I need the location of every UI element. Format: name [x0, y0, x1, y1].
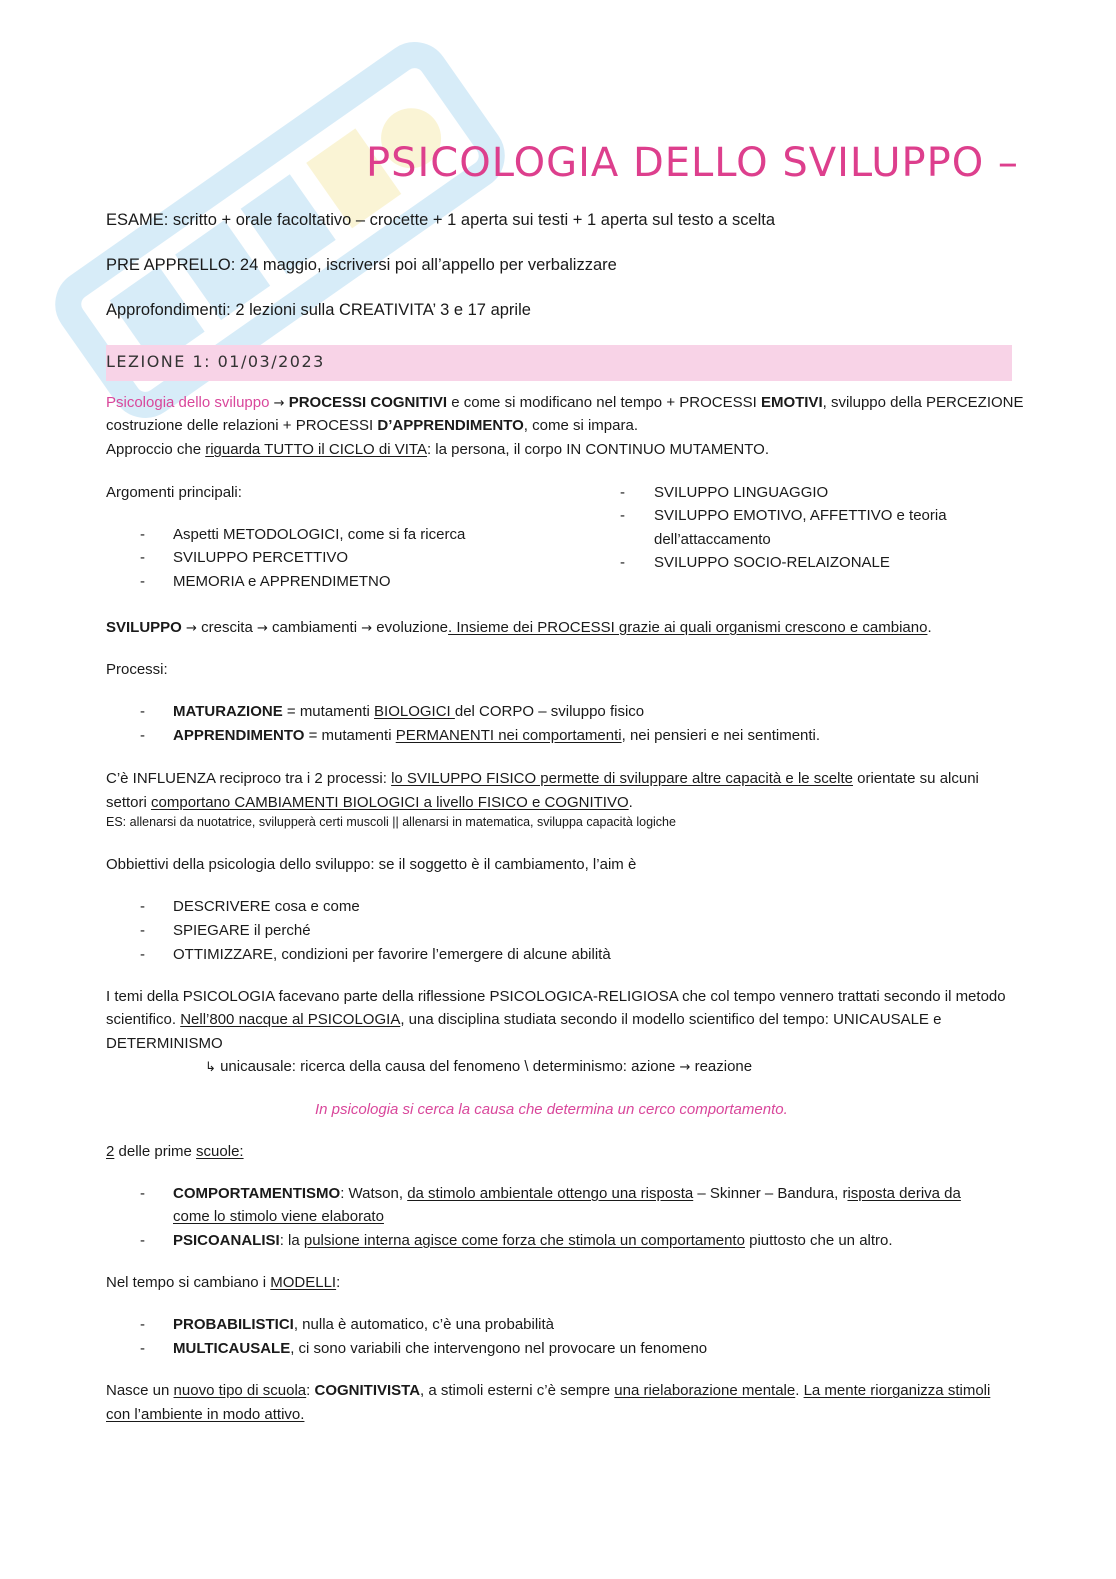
term-psicologia-sviluppo: Psicologia dello sviluppo — [106, 394, 270, 411]
obiettivi-label: Obbiettivi della psicologia dello sviluppo: se il soggetto è il cambiamento, l’aim è — [106, 856, 637, 873]
term-cognitivista: COGNITIVISTA — [314, 1382, 421, 1399]
term-processi-cognitivi: PROCESSI COGNITIVI — [288, 394, 448, 411]
text: , come si impara. — [523, 417, 638, 434]
underlined-text: BIOLOGICI — [374, 703, 455, 720]
text: – Skinner – Bandura, r — [693, 1185, 848, 1202]
underlined-text: comportano CAMBIAMENTI BIOLOGICI a livello FISICO e COGNITIVO — [151, 794, 629, 811]
bullet-dash: - — [140, 1185, 145, 1202]
bullet-dash: - — [140, 1232, 145, 1249]
text: , a stimoli esterni c’è sempre — [420, 1382, 615, 1399]
bullet-dash: - — [620, 484, 625, 501]
term-maturazione: MATURAZIONE — [173, 703, 283, 720]
bullet-dash: - — [140, 573, 145, 590]
argomenti-right-item: SVILUPPO SOCIO-RELAIZONALE — [654, 554, 890, 571]
processi-item-maturazione — [173, 700, 644, 724]
text: . — [927, 619, 932, 636]
text: : — [336, 1274, 341, 1291]
bullet-dash: - — [140, 922, 145, 939]
argomenti-left-item: MEMORIA e APPRENDIMETNO — [173, 573, 391, 590]
temi-line-2 — [106, 1008, 941, 1032]
underlined-text: riguarda TUTTO il CICLO di VITA — [205, 441, 427, 458]
text: orientate su alcuni — [852, 770, 979, 787]
arrow-icon: → — [186, 621, 197, 636]
text: settori — [106, 794, 152, 811]
underlined-text: con l’ambiente in modo attivo. — [106, 1406, 305, 1423]
text: delle prime — [114, 1143, 197, 1160]
underlined-text: pulsione interna agisce come forza che stimola un comportamento — [303, 1232, 745, 1249]
underlined-text: una rielaborazione mentale — [614, 1382, 796, 1399]
underlined-text: 2 — [106, 1143, 115, 1160]
term-comportamentismo: COMPORTAMENTISMO — [173, 1185, 341, 1202]
text: , nei pensieri e nei sentimenti. — [621, 727, 821, 744]
bullet-dash: - — [140, 1340, 145, 1357]
scuole-item-comportamentismo-continued — [173, 1205, 384, 1229]
obiettivi-item: SPIEGARE il perché — [173, 922, 311, 939]
text: cambiamenti — [267, 619, 362, 636]
arrow-icon: → — [256, 621, 268, 636]
text: : — [306, 1382, 315, 1399]
text: del CORPO – sviluppo fisico — [454, 703, 645, 720]
argomenti-right-item: SVILUPPO EMOTIVO, AFFETTIVO e teoria — [654, 507, 947, 524]
text: scientifico. — [106, 1011, 181, 1028]
modelli-item-multicausale — [173, 1337, 707, 1361]
influenza-example: ES: allenarsi da nuotatrice, svilupperà certi muscoli || allenarsi in matematica, sviluppa capacità logiche — [106, 815, 676, 829]
page-title: PSICOLOGIA DELLO SVILUPPO – — [366, 140, 1019, 186]
underlined-text: Nell’800 nacque al PSICOLOGIA — [180, 1011, 401, 1028]
arrow-icon: → — [679, 1060, 691, 1075]
bullet-dash: - — [140, 898, 145, 915]
bullet-dash: - — [620, 554, 625, 571]
underlined-text: PERMANENTI nei comportamenti — [395, 727, 622, 744]
underlined-text: scuole: — [196, 1143, 244, 1160]
processi-label: Processi: — [106, 661, 168, 678]
text: . — [628, 794, 633, 811]
modelli-label — [106, 1271, 340, 1295]
approfondimenti-info: Approfondimenti: 2 lezioni sulla CREATIVITA’ 3 e 17 aprile — [106, 301, 531, 319]
highlight-quote: In psicologia si cerca la causa che determina un cerco comportamento. — [315, 1101, 788, 1118]
temi-line-4 — [205, 1055, 752, 1080]
text: reazione — [690, 1058, 753, 1075]
text: = mutamenti — [282, 703, 375, 720]
intro-paragraph-line-2 — [106, 414, 638, 438]
text: , ci sono variabili che intervengono nel provocare un fenomeno — [290, 1340, 708, 1357]
sviluppo-definition — [106, 616, 932, 641]
arrow-icon: → — [361, 621, 373, 636]
underlined-text: . Insieme dei PROCESSI grazie ai quali organismi crescono e cambiano — [448, 619, 928, 636]
underlined-text: da stimolo ambientale ottengo una risposta — [407, 1185, 694, 1202]
intro-paragraph-line-1 — [106, 391, 1024, 416]
term-emotivi: EMOTIVI — [760, 394, 823, 411]
underlined-text: MODELLI — [270, 1274, 337, 1291]
argomenti-label: Argomenti principali: — [106, 484, 242, 501]
underlined-text: nuovo tipo di scuola — [173, 1382, 307, 1399]
term-sviluppo: SVILUPPO — [106, 619, 182, 636]
underlined-text: isposta deriva da — [847, 1185, 961, 1202]
text: C’è INFLUENZA reciproco tra i 2 processi: — [106, 770, 392, 787]
obiettivi-item: OTTIMIZZARE, condizioni per favorire l’emergere di alcune abilità — [173, 946, 611, 963]
scuole-item-psicoanalisi — [173, 1229, 893, 1253]
text: e come si modificano nel tempo + PROCESSI — [447, 394, 761, 411]
term-apprendimento: APPRENDIMENTO — [173, 727, 305, 744]
nasce-line-2 — [106, 1403, 304, 1427]
temi-line-1: I temi della PSICOLOGIA facevano parte della riflessione PSICOLOGICA-RELIGIOSA che col tempo vennero trattati secondo il metodo — [106, 988, 1006, 1005]
text: unicausale: ricerca della causa del fenomeno \ determinismo: azione — [215, 1058, 680, 1075]
text: evoluzione — [372, 619, 449, 636]
term-psicoanalisi: PSICOANALISI — [173, 1232, 280, 1249]
text: Approccio che — [106, 441, 206, 458]
bullet-dash: - — [140, 526, 145, 543]
text: , sviluppo della PERCEZIONE — [822, 394, 1024, 411]
argomenti-left-item: Aspetti METODOLOGICI, come si fa ricerca — [173, 526, 466, 543]
influenza-line-1 — [106, 767, 979, 791]
text: piuttosto che un altro. — [744, 1232, 893, 1249]
underlined-text: La mente riorganizza stimoli — [803, 1382, 991, 1399]
term-apprendimento: D’APPRENDIMENTO — [377, 417, 524, 434]
underlined-text: lo SVILUPPO FISICO permette di sviluppare altre capacità e le scelte — [391, 770, 853, 787]
text: : la — [279, 1232, 304, 1249]
arrow-icon: → — [273, 396, 285, 411]
influenza-line-2 — [106, 791, 633, 815]
argomenti-right-item-continued: dell’attaccamento — [654, 531, 771, 548]
text: . — [795, 1382, 804, 1399]
return-arrow-icon: ↳ — [205, 1060, 216, 1075]
bullet-dash: - — [140, 727, 145, 744]
text: Nasce un — [106, 1382, 174, 1399]
text: , nulla è automatico, c’è una probabilità — [293, 1316, 555, 1333]
bullet-dash: - — [140, 946, 145, 963]
bullet-dash: - — [140, 549, 145, 566]
text: crescita — [196, 619, 257, 636]
scuole-label — [106, 1140, 244, 1164]
scuole-item-comportamentismo — [173, 1182, 961, 1206]
preappello-info: PRE APPRELLO: 24 maggio, iscriversi poi all’appello per verbalizzare — [106, 256, 617, 274]
intro-paragraph-line-3 — [106, 438, 769, 462]
text: Nel tempo si cambiano i — [106, 1274, 271, 1291]
temi-line-3: DETERMINISMO — [106, 1035, 223, 1052]
processi-item-apprendimento — [173, 724, 820, 748]
bullet-dash: - — [140, 703, 145, 720]
bullet-dash: - — [140, 1316, 145, 1333]
obiettivi-item: DESCRIVERE cosa e come — [173, 898, 360, 915]
exam-info: ESAME: scritto + orale facoltativo – crocette + 1 aperta sui testi + 1 aperta sul testo a scelta — [106, 211, 776, 229]
bullet-dash: - — [620, 507, 625, 524]
text: : la persona, il corpo IN CONTINUO MUTAMENTO. — [426, 441, 769, 458]
text: , una disciplina studiata secondo il modello scientifico del tempo: UNICAUSALE e — [400, 1011, 942, 1028]
argomenti-right-item: SVILUPPO LINGUAGGIO — [654, 484, 829, 501]
modelli-item-probabilistici — [173, 1313, 554, 1337]
text: : Watson, — [340, 1185, 408, 1202]
argomenti-left-item: SVILUPPO PERCETTIVO — [173, 549, 349, 566]
text: costruzione delle relazioni + PROCESSI — [106, 417, 378, 434]
nasce-line-1 — [106, 1379, 990, 1403]
term-probabilistici: PROBABILISTICI — [173, 1316, 294, 1333]
text: = mutamenti — [304, 727, 396, 744]
underlined-text: come lo stimolo viene elaborato — [173, 1208, 384, 1225]
lesson-heading: LEZIONE 1: 01/03/2023 — [106, 352, 325, 371]
term-multicausale: MULTICAUSALE — [173, 1340, 291, 1357]
